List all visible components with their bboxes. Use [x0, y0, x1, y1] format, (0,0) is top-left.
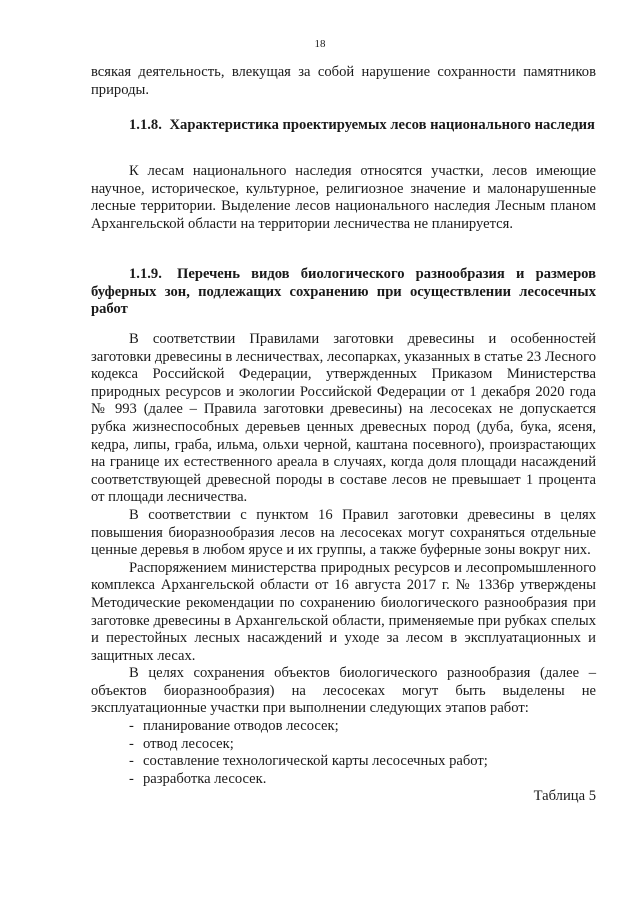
- list-item-text: планирование отводов лесосек;: [143, 718, 339, 735]
- paragraph-logging-rules: В соответствии Правилами заготовки древесины и особенностей заготовки древесины в лесничествах, лесопарках, указанных в статье 23 Лесного кодекса Российской Федерации, утвержденных Приказом Министерства природных ресурсов и экологии Российской Федерации от 1 декабря 2020 года № 993 (далее – Правила заготовки древесины) на лесосеках не допускается рубка жизнеспособных деревьев ценных древесных пород (дуба, бука, ясеня, кедра, липы, граба, ильма, ольхи черной, каштана посевного), произрастающих на границе их естественного ареала в случаях, когда доля площади насаждений соответствующей древесной породы в составе лесов не превышает 1 процента от площади лесничества.: [91, 331, 596, 506]
- list-item: [129, 718, 596, 736]
- paragraph-order-1336r: Распоряжением министерства природных ресурсов и лесопромышленного комплекса Архангельской области от 16 августа 2017 г. № 1336р утверждены Методические рекомендации по сохранению биологического разнообразия при заготовке древесины в Архангельской области, применяемые при рубках спелых и перестойных лесных насаждений и уходе за лесом в эксплуатационных и защитных лесах.: [91, 559, 596, 664]
- paragraph-biodiversity-objects: В целях сохранения объектов биологического разнообразия (далее – объектов биоразнообразия) на лесосеках могут быть выделены не эксплуатационные участки при выполнении следующих этапов работ:: [91, 665, 596, 717]
- section-1-1-9-body: [91, 331, 596, 806]
- section-1-1-8-paragraph: К лесам национального наследия относятся участки, лесов имеющие научное, историческое, культурное, религиозное значение и малонарушенные лесные территории. Выделение лесов национального наследия Лесным планом Архангельской области на территории лесничества не планируется.: [91, 163, 596, 232]
- dash-bullet: -: [129, 753, 134, 770]
- section-title: Характеристика проектируемых лесов национального наследия: [169, 117, 595, 133]
- list-item-text: разработка лесосек.: [143, 770, 267, 787]
- section-number: 1.1.8.: [129, 117, 162, 133]
- section-title: Перечень видов биологического разнообразия и размеров буферных зон, подлежащих сохранению при осуществлении лесосечных работ: [91, 266, 596, 318]
- list-item-text: составление технологической карты лесосечных работ;: [143, 753, 488, 770]
- section-1-1-8-heading: [91, 117, 596, 135]
- list-item: [129, 736, 596, 754]
- section-number: 1.1.9.: [129, 266, 162, 282]
- page-number: 18: [314, 38, 326, 50]
- dash-bullet: -: [129, 735, 134, 752]
- work-stages-list: [91, 718, 596, 788]
- table-caption: Таблица 5: [533, 788, 596, 805]
- dash-bullet: -: [129, 718, 134, 735]
- list-item: [129, 753, 596, 771]
- intro-paragraph: всякая деятельность, влекущая за собой нарушение сохранности памятников природы.: [91, 64, 596, 98]
- section-1-1-9-heading: [91, 266, 596, 319]
- dash-bullet: -: [129, 770, 134, 787]
- list-item-text: отвод лесосек;: [143, 735, 234, 752]
- paragraph-clause-16: В соответствии с пунктом 16 Правил заготовки древесины в целях повышения биоразнообразия лесов на лесосеках могут сохраняться отдельные ценные деревья в любом ярусе и их группы, а также буферные зоны вокруг них.: [91, 506, 596, 559]
- list-item: [129, 771, 596, 789]
